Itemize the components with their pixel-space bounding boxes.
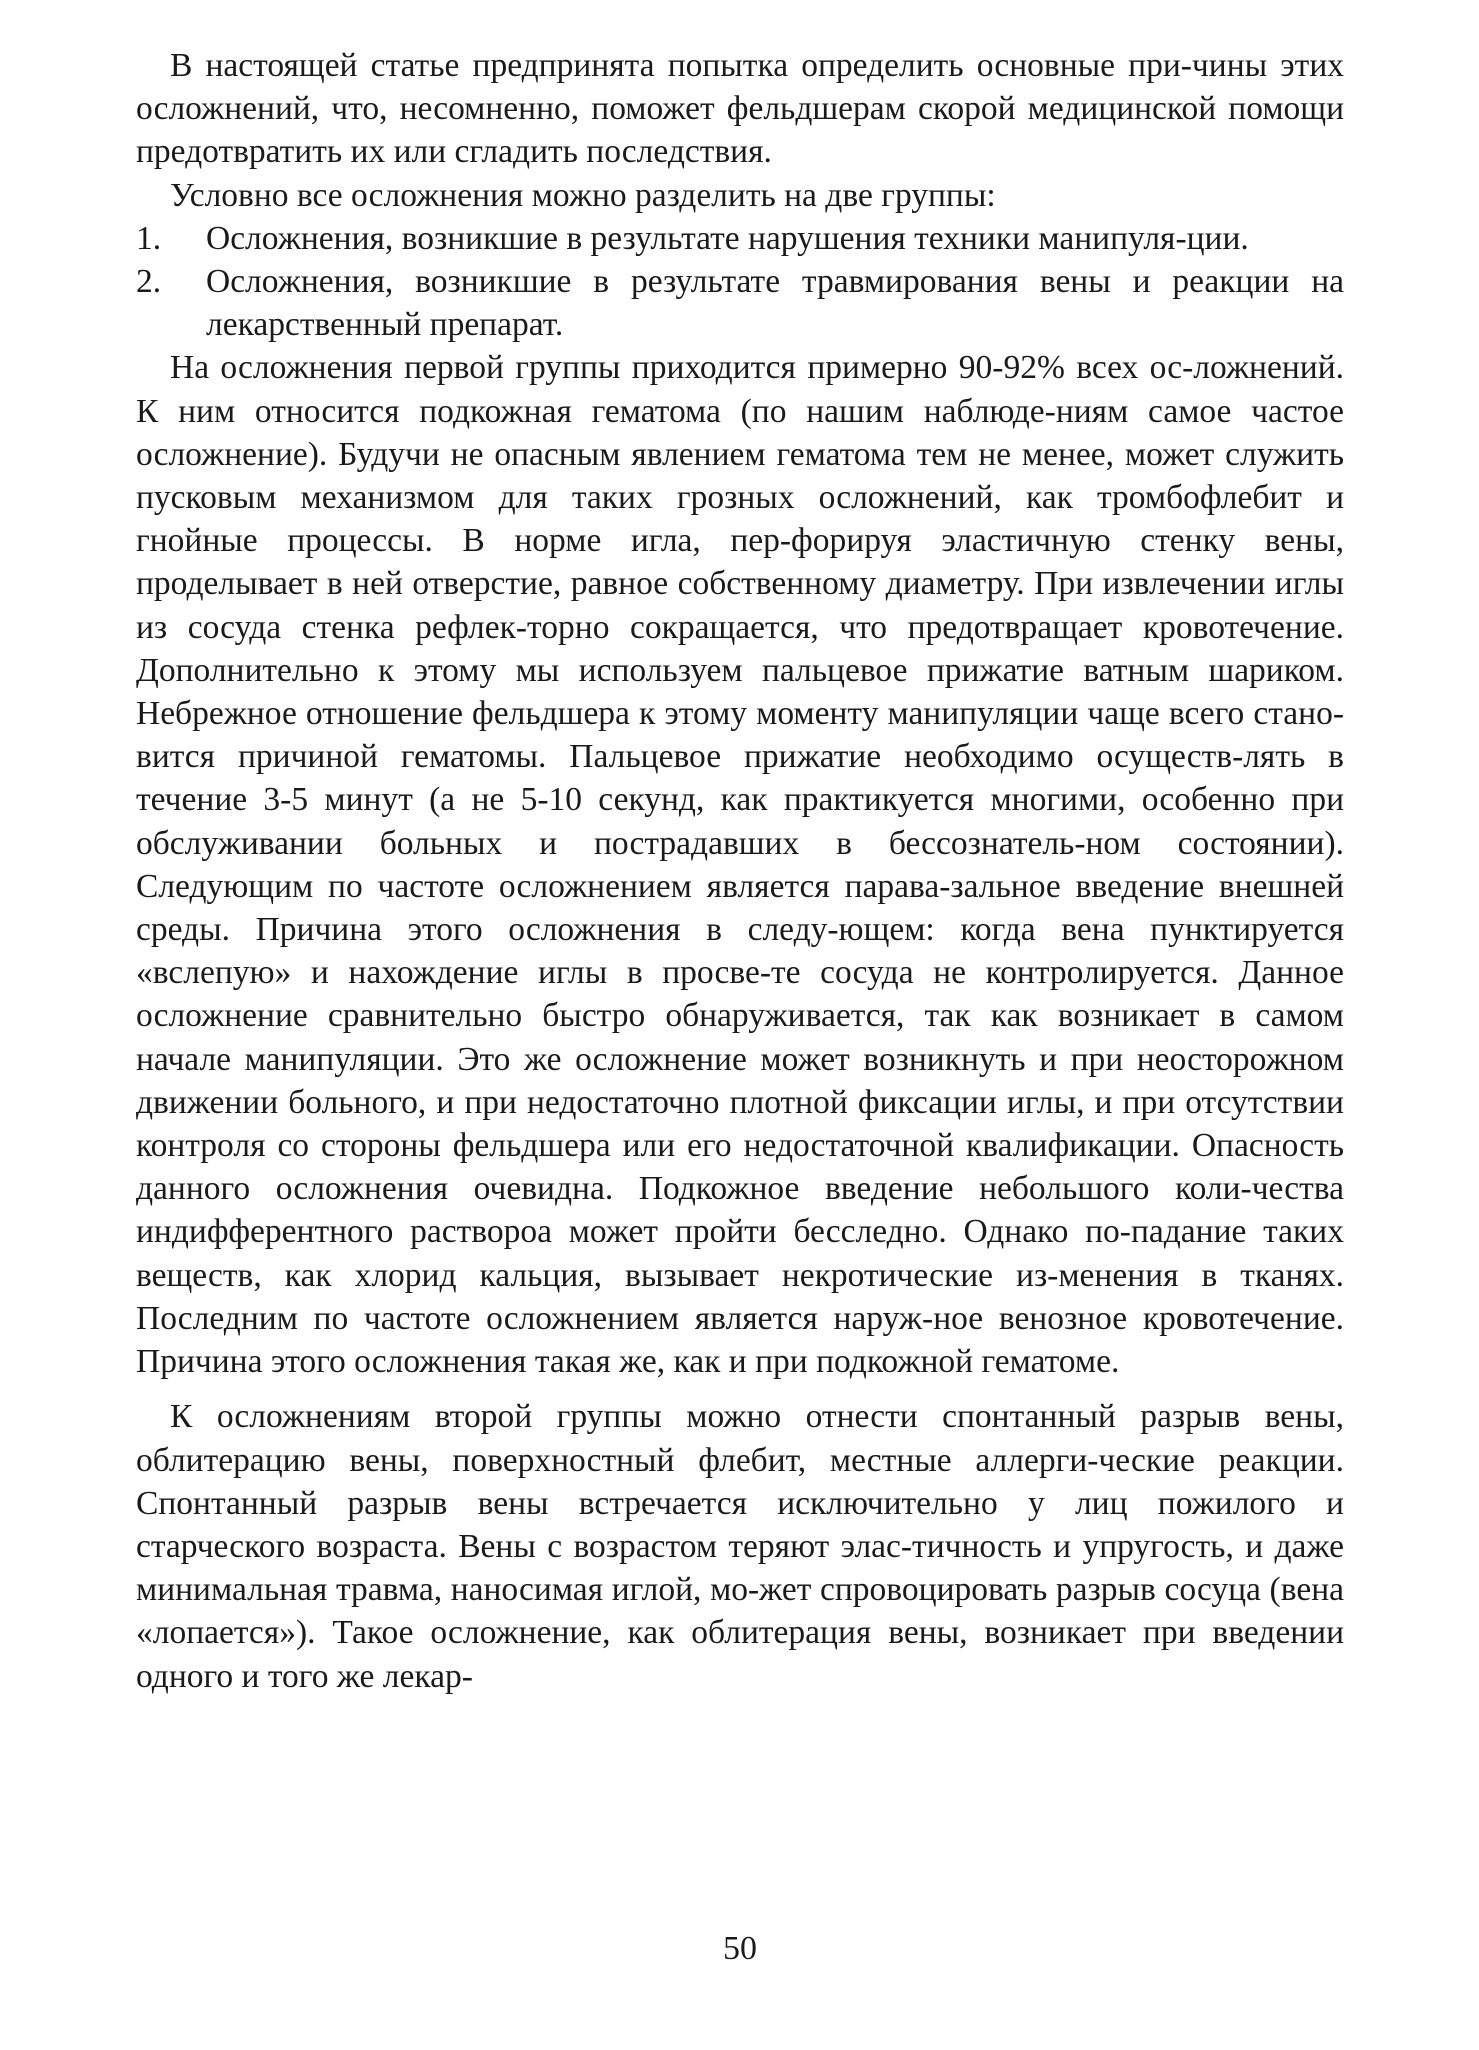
- paragraph-intro: В настоящей статье предпринята попытка определить основные при-чины этих осложнений, что, несомненно, поможет фельдшерам скорой медицинской помощи предотвратить их или сгладить последствия.: [136, 47, 1344, 171]
- paragraph-second-group: К осложнениям второй группы можно отнести спонтанный разрыв вены, облитерацию вены, поверхностный флебит, местные аллерги-ческие реакции. Спонтанный разрыв вены встречается исключительно у лиц пожилого и старческого возраста. Вены с возрастом теряют элас-тичность и упругость, и даже минимальная травма, наносимая иглой, мо-жет спровоцировать разрыв сосуца (вена «лопается»). Такое осложнение, как облитерация вены, возникает при введении одного и того же лекар-: [136, 1398, 1344, 1695]
- paragraph-first-group: На осложнения первой группы приходится примерно 90-92% всех ос-ложнений. К ним относится подкожная гематома (по нашим наблюде-ниям самое частое осложнение). Будучи не опасным явлением гематома тем не менее, может служить пусковым механизмом для таких грозных осложнений, как тромбофлебит и гнойные процессы. В норме игла, пер-форируя эластичную стенку вены, проделывает в ней отверстие, равное собственному диаметру. При извлечении иглы из сосуда стенка рефлек-торно сокращается, что предотвращает кровотечение. Дополнительно к этому мы используем пальцевое прижатие ватным шариком. Небрежное отношение фельдшера к этому моменту манипуляции чаще всего стано-вится причиной гематомы. Пальцевое прижатие необходимо осуществ-лять в течение 3-5 минут (а не 5-10 секунд, как практикуется многими, особенно при обслуживании больных и пострадавших в бессознатель-ном состоянии). Следующим по частоте осложнением является парава-зальное введение внешней среды. Причина этого осложнения в следу-ющем: когда вена пунктируется «вслепую» и нахождение иглы в просве-те сосуда не контролируется. Данное осложнение сравнительно быстро обнаруживается, так как возникает в самом начале манипуляции. Это же осложнение может возникнуть и при неосторожном движении больного, и при недостаточно плотной фиксации иглы, и при отсутствии контроля со стороны фельдшера или его недостаточной квалификации. Опасность данного осложнения очевидна. Подкожное введение небольшого коли-чества индифферентного раствороа может пройти бесследно. Однако по-падание таких веществ, как хлорид кальция, вызывает некротические из-менения в тканях. Последним по частоте осложнением является наруж-ное венозное кровотечение. Причина этого осложнения такая же, как и при подкожной гематоме.: [136, 349, 1344, 1381]
- list-item-number: 1.: [136, 219, 162, 257]
- page-number: 50: [723, 1930, 757, 1967]
- list-item: [136, 260, 1344, 346]
- list-item-text: Осложнения, возникшие в результате нарушения техники манипуля-ции.: [206, 219, 1249, 257]
- complication-groups-list: [136, 217, 1344, 347]
- list-item-text: Осложнения, возникшие в результате травмирования вены и реакции на лекарственный препарат.: [206, 263, 1344, 344]
- paragraph-groups-lead: Условно все осложнения можно разделить на две группы:: [170, 176, 996, 214]
- document-page: [136, 44, 1344, 2004]
- list-item-number: 2.: [136, 263, 162, 301]
- list-item: [136, 217, 1344, 260]
- article-body: [136, 44, 1344, 1698]
